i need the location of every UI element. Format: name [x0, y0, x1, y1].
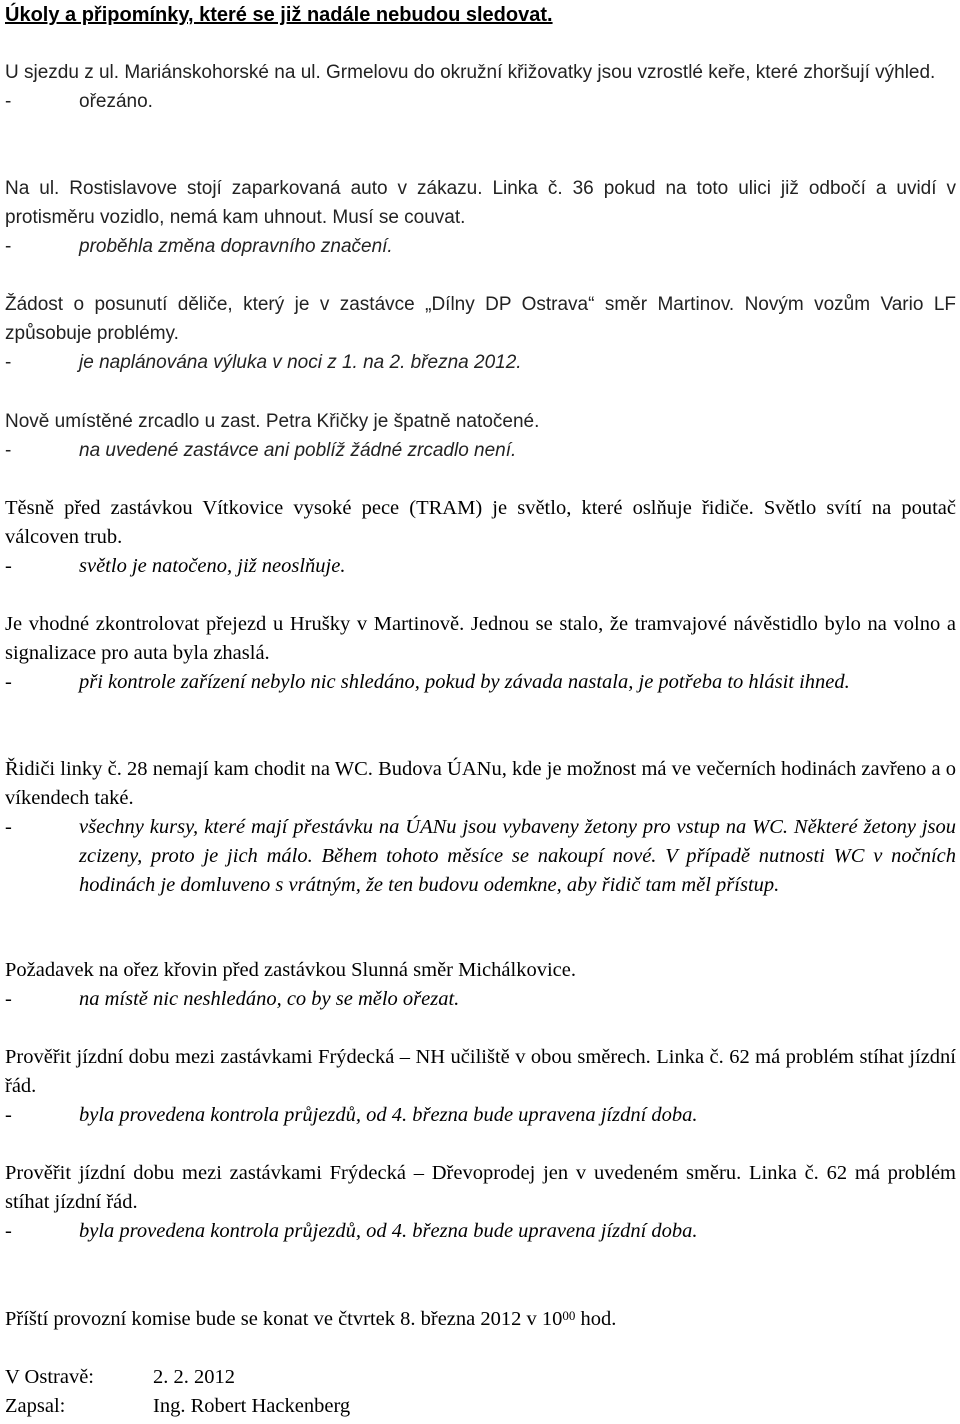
note-text: světlo je natočeno, již neoslňuje. [79, 555, 346, 577]
task-note [5, 552, 956, 581]
task-note [5, 87, 956, 116]
note-text: na uvedené zastávce ani poblíž žádné zrcadlo není. [79, 440, 517, 461]
task-text: Prověřit jízdní dobu mezi zastávkami Frýdecká – Dřevoprodej jen v uvedeném směru. Linka č. 62 má problém stíhat jízdní řád. [5, 1162, 956, 1213]
place-label: V Ostravě: [5, 1366, 95, 1388]
task-item [5, 174, 956, 261]
note-dash: - [5, 1220, 12, 1242]
task-text: Na ul. Rostislavove stojí zaparkovaná auto v zákazu. Linka č. 36 pokud na toto ulici již odbočí a uvidí v protisměru vozidlo, nemá kam uhnout. Musí se couvat. [5, 178, 956, 228]
place-date: 2. 2. 2012 [153, 1366, 235, 1388]
note-dash: - [5, 816, 12, 838]
task-item [5, 1159, 956, 1246]
note-dash: - [5, 236, 12, 257]
place-date-line [5, 1363, 235, 1392]
note-dash: - [5, 671, 12, 693]
note-text: na místě nic neshledáno, co by se mělo ořezat. [79, 988, 460, 1010]
next-meeting [5, 1305, 616, 1334]
note-dash: - [5, 1104, 12, 1126]
task-item [5, 956, 956, 1014]
author-line [5, 1392, 350, 1421]
task-text: U sjezdu z ul. Mariánskohorské na ul. Grmelovu do okružní křižovatky jsou vzrostlé keře, které zhoršují výhled. [5, 62, 936, 83]
task-item [5, 494, 956, 581]
note-text: ořezáno. [79, 91, 153, 112]
task-note [5, 1217, 956, 1246]
note-text: všechny kursy, které mají přestávku na ÚANu jsou vybaveny žetony pro vstup na WC. Některé žetony jsou zcizeny, proto je jich málo. Během tohoto měsíce se nakoupí nové. V případě nutnosti WC v nočních hodinách je domluveno s vrátným, že ten budovu odemkne, aby řidič tam měl přístup. [79, 816, 956, 896]
task-text: Je vhodné zkontrolovat přejezd u Hrušky v Martinově. Jednou se stalo, že tramvajové návěstidlo bylo na volno a signalizace pro auta byla zhaslá. [5, 613, 956, 664]
note-text: byla provedena kontrola průjezdů, od 4. března bude upravena jízdní doba. [79, 1104, 698, 1126]
next-meeting-text: Příští provozní komise bude se konat ve čtvrtek 8. března 2012 v 10 [5, 1308, 563, 1330]
note-text: proběhla změna dopravního značení. [79, 236, 393, 257]
author-name: Ing. Robert Hackenberg [153, 1395, 351, 1417]
task-note [5, 985, 956, 1014]
note-text: při kontrole zařízení nebylo nic shledáno, pokud by závada nastala, je potřeba to hlásit ihned. [79, 671, 850, 693]
task-note [5, 1101, 956, 1130]
note-text: byla provedena kontrola průjezdů, od 4. března bude upravena jízdní doba. [79, 1220, 698, 1242]
author-label: Zapsal: [5, 1395, 66, 1417]
note-dash: - [5, 988, 12, 1010]
note-dash: - [5, 440, 12, 461]
task-item [5, 1043, 956, 1130]
task-note [5, 668, 956, 697]
task-item [5, 58, 956, 116]
task-item [5, 755, 956, 900]
next-meeting-suffix: hod. [575, 1308, 617, 1330]
next-meeting-minutes: 00 [562, 1308, 576, 1323]
note-dash: - [5, 352, 12, 373]
task-item [5, 610, 956, 697]
note-text: je naplánována výluka v noci z 1. na 2. března 2012. [79, 352, 522, 373]
note-dash: - [5, 91, 12, 112]
task-text: Řidiči linky č. 28 nemají kam chodit na WC. Budova ÚANu, kde je možnost má ve večerních hodinách zavřeno a o víkendech také. [5, 758, 956, 809]
task-text: Prověřit jízdní dobu mezi zastávkami Frýdecká – NH učiliště v obou směrech. Linka č. 62 má problém stíhat jízdní řád. [5, 1046, 956, 1097]
task-note [5, 232, 956, 261]
task-note [5, 348, 956, 377]
task-text: Těsně před zastávkou Vítkovice vysoké pece (TRAM) je světlo, které oslňuje řidiče. Světlo svítí na poutač válcoven trub. [5, 497, 956, 548]
task-note [5, 436, 956, 465]
task-item [5, 407, 956, 465]
task-note [5, 813, 956, 900]
note-dash: - [5, 555, 12, 577]
task-text: Nově umístěné zrcadlo u zast. Petra Křičky je špatně natočené. [5, 411, 540, 432]
task-item [5, 290, 956, 377]
task-text: Žádost o posunutí děliče, který je v zastávce „Dílny DP Ostrava“ směr Martinov. Novým vozům Vario LF způsobuje problémy. [5, 294, 956, 344]
task-text: Požadavek na ořez křovin před zastávkou Slunná směr Michálkovice. [5, 959, 576, 981]
document-title: Úkoly a připomínky, které se již nadále nebudou sledovat. [5, 4, 553, 26]
